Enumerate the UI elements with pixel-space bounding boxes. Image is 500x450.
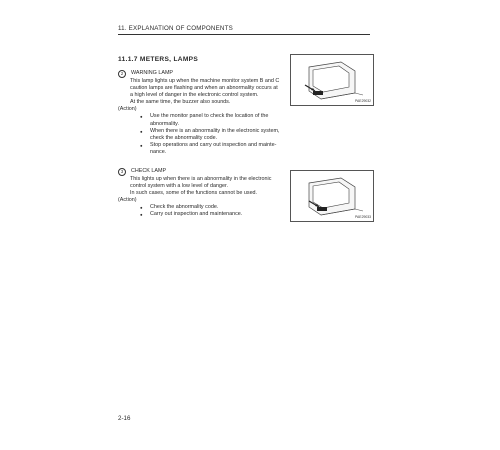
warning-lamp-description: [118, 78, 292, 106]
running-header: 11. EXPLANATION OF COMPONENTS: [118, 25, 233, 32]
text-line: ● When there is an abnormality in the electronic system,: [150, 127, 280, 134]
list-item: [140, 113, 292, 127]
warning-lamp-heading: [118, 70, 292, 78]
text-line: ● Use the monitor panel to check the location of the: [150, 113, 269, 120]
item-number-badge: 3: [118, 168, 126, 176]
figure-code: PAE29033: [355, 215, 371, 219]
text-line: control system with a low level of danger.: [130, 183, 228, 190]
check-lamp-description: [118, 176, 292, 197]
list-item: [140, 128, 292, 142]
check-lamp-figure: [290, 170, 374, 222]
text-line: This lamp lights up when the machine monitor system B and C: [130, 78, 280, 84]
action-label: (Action): [118, 197, 137, 204]
text-line: In such cases, some of the functions cannot be used.: [130, 190, 258, 197]
item-number-badge: 2: [118, 70, 126, 78]
section-title: 11.1.7 METERS, LAMPS: [118, 56, 199, 63]
text-line: a high level of danger in the electronic control system.: [130, 92, 259, 99]
text-line: ● Carry out inspection and maintenance.: [150, 211, 243, 218]
list-item: [140, 204, 292, 211]
text-line: caution lamps are flashing and when an abnormality occurs at: [130, 85, 278, 92]
text-line: ● Stop operations and carry out inspection and mainte-: [150, 141, 277, 148]
figure-code: PAE29032: [355, 99, 371, 103]
list-item: [140, 142, 292, 156]
text-line: nance.: [150, 148, 167, 155]
monitor-panel-illustration: [291, 171, 373, 221]
header-rule: [118, 34, 370, 35]
check-lamp-title: CHECK LAMP: [131, 168, 167, 175]
warning-lamp-title: WARNING LAMP: [131, 70, 174, 77]
monitor-panel-illustration: [291, 55, 373, 105]
text-line: ● Check the abnormality code.: [150, 204, 219, 211]
action-list: [118, 113, 292, 156]
action-label: (Action): [118, 106, 137, 113]
page-number: 2-16: [118, 415, 131, 422]
text-line: At the same time, the buzzer also sounds.: [130, 99, 231, 106]
check-lamp-heading: [118, 168, 292, 176]
action-list: [118, 204, 292, 218]
text-line: This lights up when there is an abnormality in the electronic: [130, 176, 272, 182]
list-item: [140, 211, 292, 218]
check-lamp-section: [118, 168, 292, 219]
text-line: check the abnormality code.: [150, 134, 218, 141]
text-line: abnormality.: [150, 120, 179, 127]
warning-lamp-figure: [290, 54, 374, 106]
warning-lamp-section: [118, 70, 292, 156]
